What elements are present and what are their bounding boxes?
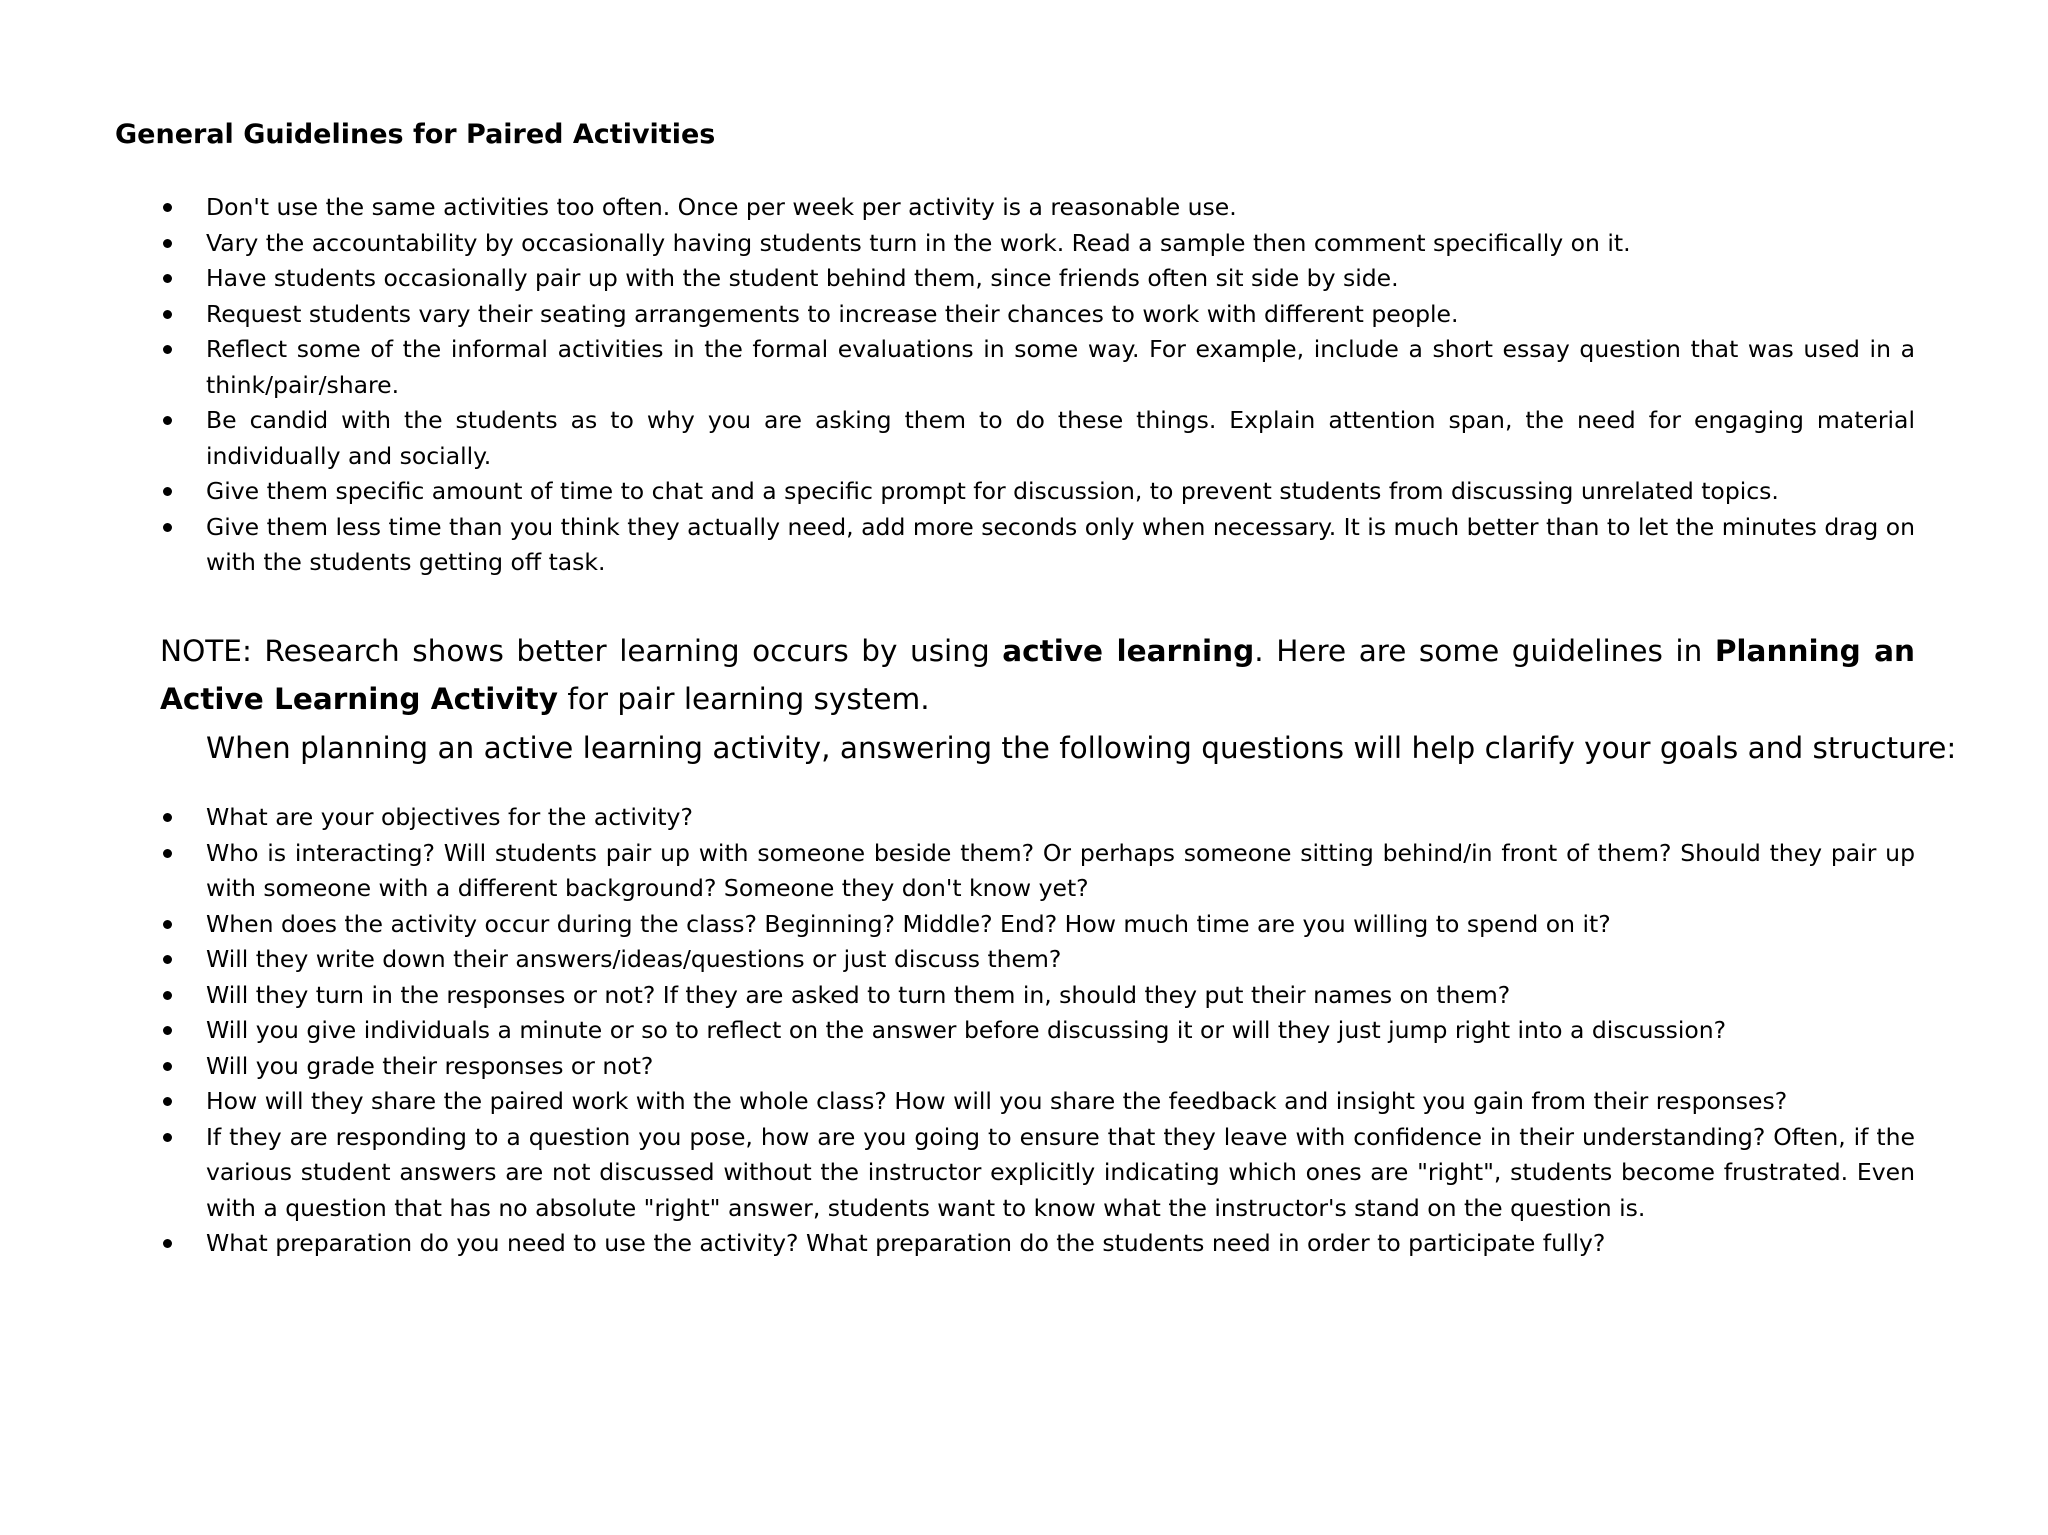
list-item-text: Will they write down their answers/ideas/questions or just discuss them? [206,945,1062,973]
note-emphasis-planning: Planning an Active Learning Activity [160,634,1916,716]
bullet-icon [163,813,172,822]
list-item-text: Have students occasionally pair up with the student behind them, since friends often sit side by side. [206,264,1399,292]
list-item [160,1120,1915,1227]
list-item [160,1049,1915,1085]
list-item [160,403,1915,474]
bullet-icon [163,955,172,964]
bullet-icon [163,274,172,283]
list-item [160,332,1915,403]
bullet-icon [163,1026,172,1035]
bullet-icon [163,920,172,929]
list-item [160,474,1915,510]
list-item [160,978,1915,1014]
list-item-text: Will you grade their responses or not? [206,1051,654,1080]
bullet-icon [163,416,172,425]
bullet-icon [163,345,172,354]
list-item-text: How will they share the paired work with the whole class? How will you share the feedback and insight you gain from their responses? [206,1087,1788,1115]
note-suffix: for pair learning system. [558,682,930,716]
page-title: General Guidelines for Paired Activities [115,119,716,150]
list-item-text: Give them specific amount of time to chat and a specific prompt for discussion, to prevent students from discussing unrelated topics. [206,477,1779,505]
bullet-icon [163,487,172,496]
list-item [160,297,1915,333]
list-item [160,226,1915,262]
note-middle: . Here are some guidelines in [1254,634,1715,668]
list-item-text: Be candid with the students as to why you are asking them to do these things. Explain attention span, the need for engaging material individually and socially. [206,406,1915,470]
list-item [160,800,1915,836]
list-item-text: Give them less time than you think they actually need, add more seconds only when necessary. It is much better than to let the minutes drag on with the students getting off task. [206,512,1915,576]
questions-list [160,800,1915,1262]
list-item-text: Will they turn in the responses or not? If they are asked to turn them in, should they put their names on them? [206,980,1511,1009]
bullet-icon [163,239,172,248]
bullet-icon [163,991,172,1000]
bullet-icon [163,523,172,532]
list-item-text: Who is interacting? Will students pair up with someone beside them? Or perhaps someone sitting behind/in front of them? Should they pair up with someone with a different background? Someone they don't know yet? [206,838,1915,902]
guidelines-list [160,190,1915,581]
list-item [160,1084,1915,1120]
bullet-icon [163,310,172,319]
list-item-text: What preparation do you need to use the activity? What preparation do the students need in order to participate fully? [206,1229,1606,1257]
bullet-icon [163,849,172,858]
list-item [160,261,1915,297]
list-item [160,510,1915,581]
list-item [160,1226,1915,1262]
list-item-text: What are your objectives for the activity? [206,803,693,831]
list-item [160,190,1915,226]
note-paragraph [160,627,1915,723]
note-emphasis-active-learning: active learning [1002,634,1255,668]
list-item [160,942,1915,978]
list-item [160,1013,1915,1049]
list-item-text: Reflect some of the informal activities in the formal evaluations in some way. For example, include a short essay question that was used in a think/pair/share. [206,335,1915,399]
list-item [160,907,1915,943]
bullet-icon [163,1097,172,1106]
list-item-text: Vary the accountability by occasionally having students turn in the work. Read a sample then comment specifically on it. [206,228,1631,257]
intro-paragraph: When planning an active learning activity, answering the following questions will help clarify your goals and structure: [206,731,1957,765]
list-item [160,836,1915,907]
list-item-text: If they are responding to a question you pose, how are you going to ensure that they leave with confidence in their understanding? Often, if the various student answers are not discussed without the instructor explicitly indicating which ones are "right", students become frustrated. Even with a question that has no absolute "right" answer, students want to know what the instructor's stand on the question is. [206,1122,1915,1222]
note-prefix: NOTE: Research shows better learning occurs by using [160,634,1003,668]
list-item-text: Request students vary their seating arrangements to increase their chances to work with different people. [206,299,1459,328]
list-item-text: Don't use the same activities too often. Once per week per activity is a reasonable use. [206,193,1237,221]
list-item-text: Will you give individuals a minute or so to reflect on the answer before discussing it or will they just jump right into a discussion? [206,1016,1727,1044]
bullet-icon [163,1239,172,1248]
bullet-icon [163,1062,172,1071]
bullet-icon [163,1133,172,1142]
bullet-icon [163,203,172,212]
list-item-text: When does the activity occur during the class? Beginning? Middle? End? How much time are you willing to spend on it? [206,909,1611,938]
